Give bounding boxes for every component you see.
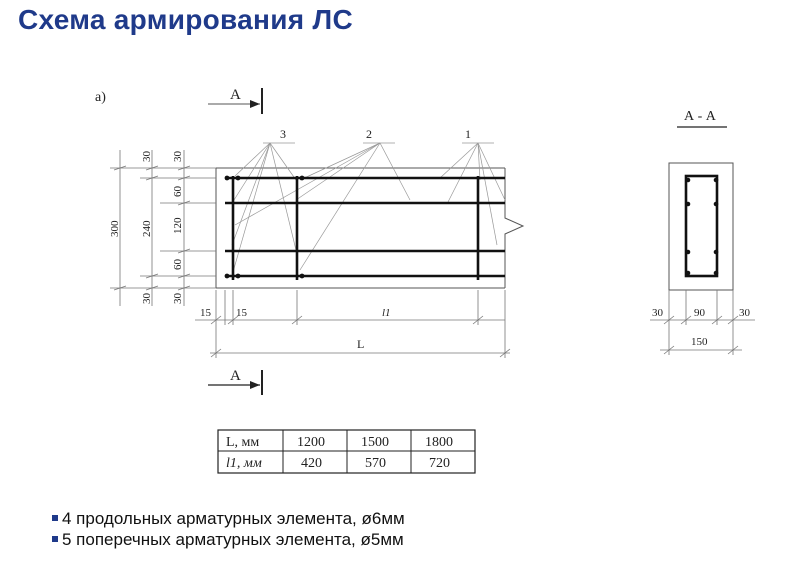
dim-bottom-15-left: 15 <box>200 307 211 319</box>
table-row-2-value-3: 720 <box>429 456 450 471</box>
dim-left-240: 240 <box>141 220 153 237</box>
dim-left-30-top-inner: 30 <box>172 151 184 162</box>
bullet-item <box>52 529 405 550</box>
dim-bottom-l1: l1 <box>382 307 391 319</box>
dim-section-30-right: 30 <box>739 307 750 319</box>
callout-3: 3 <box>280 127 286 141</box>
dim-bottom-15-right: 15 <box>236 307 247 319</box>
dim-section-150: 150 <box>691 336 708 348</box>
callout-1: 1 <box>465 127 471 141</box>
longitudinal-rebars <box>225 178 505 276</box>
table-row-1-value-3: 1800 <box>425 435 453 450</box>
section-view <box>669 163 733 290</box>
dim-left-30-bottom-outer: 30 <box>141 293 153 304</box>
bullet-text: 4 продольных арматурных элемента, ø6мм <box>62 509 405 528</box>
bullet-item <box>52 508 405 529</box>
bullet-marker-icon <box>52 536 58 542</box>
table-row-2-value-2: 570 <box>365 456 386 471</box>
bullet-list <box>52 508 405 550</box>
dim-left-30-top-outer: 30 <box>141 151 153 162</box>
callout-2: 2 <box>366 127 372 141</box>
bullet-text: 5 поперечных арматурных элемента, ø5мм <box>62 530 404 549</box>
table-row-1-value-1: 1200 <box>297 435 325 450</box>
callout-leaders <box>232 143 505 272</box>
table-row-2-label: l1, мм <box>226 456 262 471</box>
dim-left-60-bottom: 60 <box>172 259 184 270</box>
transverse-rebars <box>233 176 478 280</box>
table-row-1-value-2: 1500 <box>361 435 389 450</box>
view-label: а) <box>95 90 106 105</box>
bottom-dimensions <box>195 290 510 358</box>
dim-left-120: 120 <box>172 217 184 234</box>
table-row-2-value-1: 420 <box>301 456 322 471</box>
dim-left-60-top: 60 <box>172 186 184 197</box>
bullet-marker-icon <box>52 515 58 521</box>
section-mark-bottom <box>208 368 262 395</box>
section-mark-top <box>208 87 262 114</box>
dim-bottom-L: L <box>357 337 365 351</box>
section-title: А - А <box>684 109 716 124</box>
dim-left-300: 300 <box>109 220 121 237</box>
left-dimensions <box>110 150 216 306</box>
section-mark-bottom-label: А <box>230 368 241 384</box>
table-row-1-label: L, мм <box>226 435 260 450</box>
dim-section-90: 90 <box>694 307 705 319</box>
rebar-ends <box>225 176 305 279</box>
dim-left-30-bottom-inner: 30 <box>172 293 184 304</box>
page-title: Схема армирования ЛС <box>18 4 353 35</box>
dim-section-30-left: 30 <box>652 307 663 319</box>
section-mark-top-label: А <box>230 87 241 103</box>
